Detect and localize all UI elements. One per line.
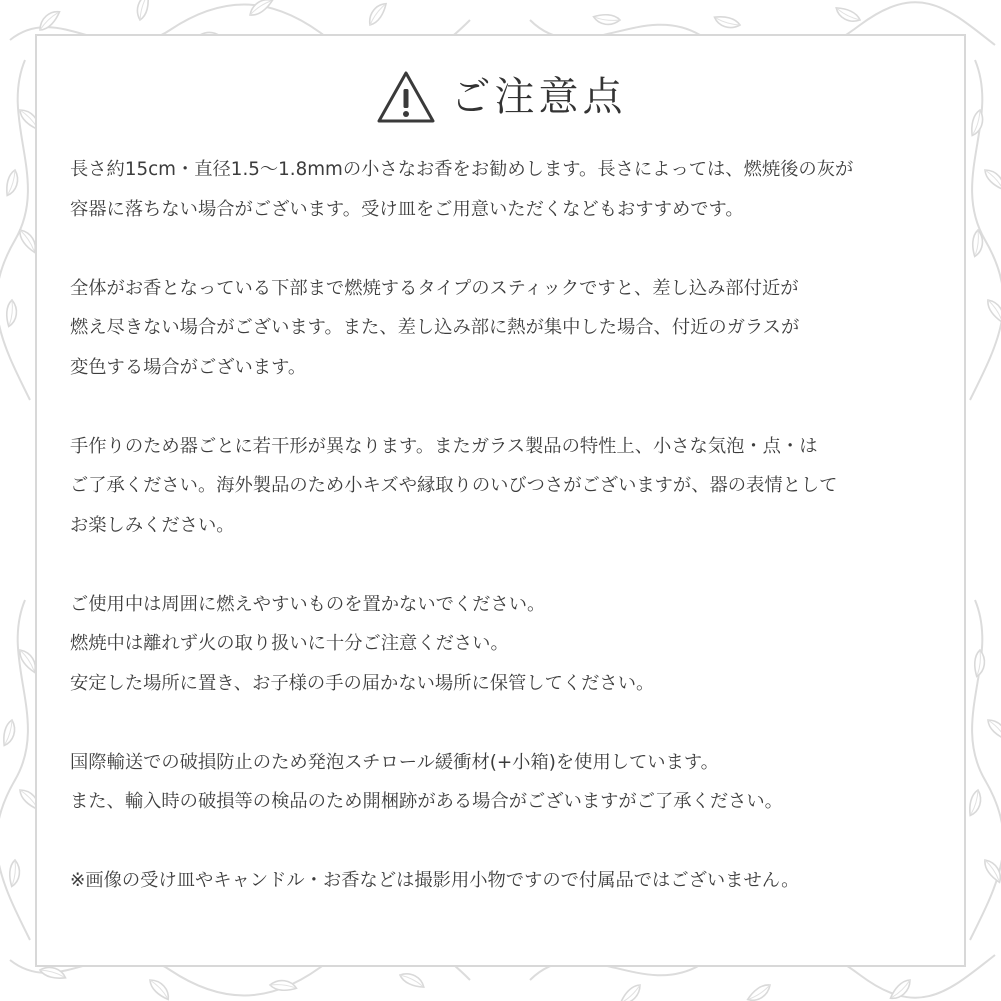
notice-line: ※画像の受け皿やキャンドル・お香などは撮影用小物ですので付属品ではございません。 — [70, 870, 800, 891]
notice-line: 手作りのため器ごとに若干形が異なります。またガラス製品の特性上、小さな気泡・点・は — [70, 435, 818, 457]
notice-line: 燃え尽きない場合がございます。また、差し込み部に熱が集中した場合、付近のガラスが — [70, 317, 800, 338]
warning-triangle-icon — [375, 69, 437, 125]
notice-line: 燃焼中は離れず火の取り扱いに十分ご注意ください。 — [70, 633, 509, 654]
notice-line: 容器に落ちない場合がございます。受け皿をご用意いただくなどもおすすめです。 — [70, 198, 744, 220]
notice-line: 国際輸送での破損防止のため発泡スチロール緩衝材(+小箱)を使用しています。 — [70, 751, 719, 773]
notice-body — [70, 150, 950, 940]
notice-line: 安定した場所に置き、お子様の手の届かない場所に保管してください。 — [70, 672, 655, 694]
notice-line: ご了承ください。海外製品のため小キズや縁取りのいびつさがございますが、器の表情として — [70, 475, 838, 496]
notice-paragraph-shipping — [70, 743, 950, 822]
notice-line: ご使用中は周囲に燃えやすいものを置かないでください。 — [70, 593, 546, 615]
notice-line: また、輸入時の破損等の検品のため開梱跡がある場合がございますがご了承ください。 — [70, 791, 783, 812]
notice-line: お楽しみください。 — [70, 514, 235, 536]
notice-paragraph-safety — [70, 585, 950, 704]
notice-paragraph-size — [70, 150, 950, 229]
notice-line: 全体がお香となっている下部まで燃焼するタイプのスティックですと、差し込み部付近が — [70, 277, 799, 299]
notice-paragraph-props — [70, 861, 950, 901]
notice-line: 長さ約15cm・直径1.5〜1.8mmの小さなお香をお勧めします。長さによっては、燃焼後の灰が — [70, 159, 854, 180]
page-title: ご注意点 — [450, 74, 627, 120]
header — [0, 62, 1001, 132]
notice-line: 変色する場合がございます。 — [70, 356, 307, 378]
notice-paragraph-stick — [70, 269, 950, 388]
notice-paragraph-handmade — [70, 427, 950, 546]
